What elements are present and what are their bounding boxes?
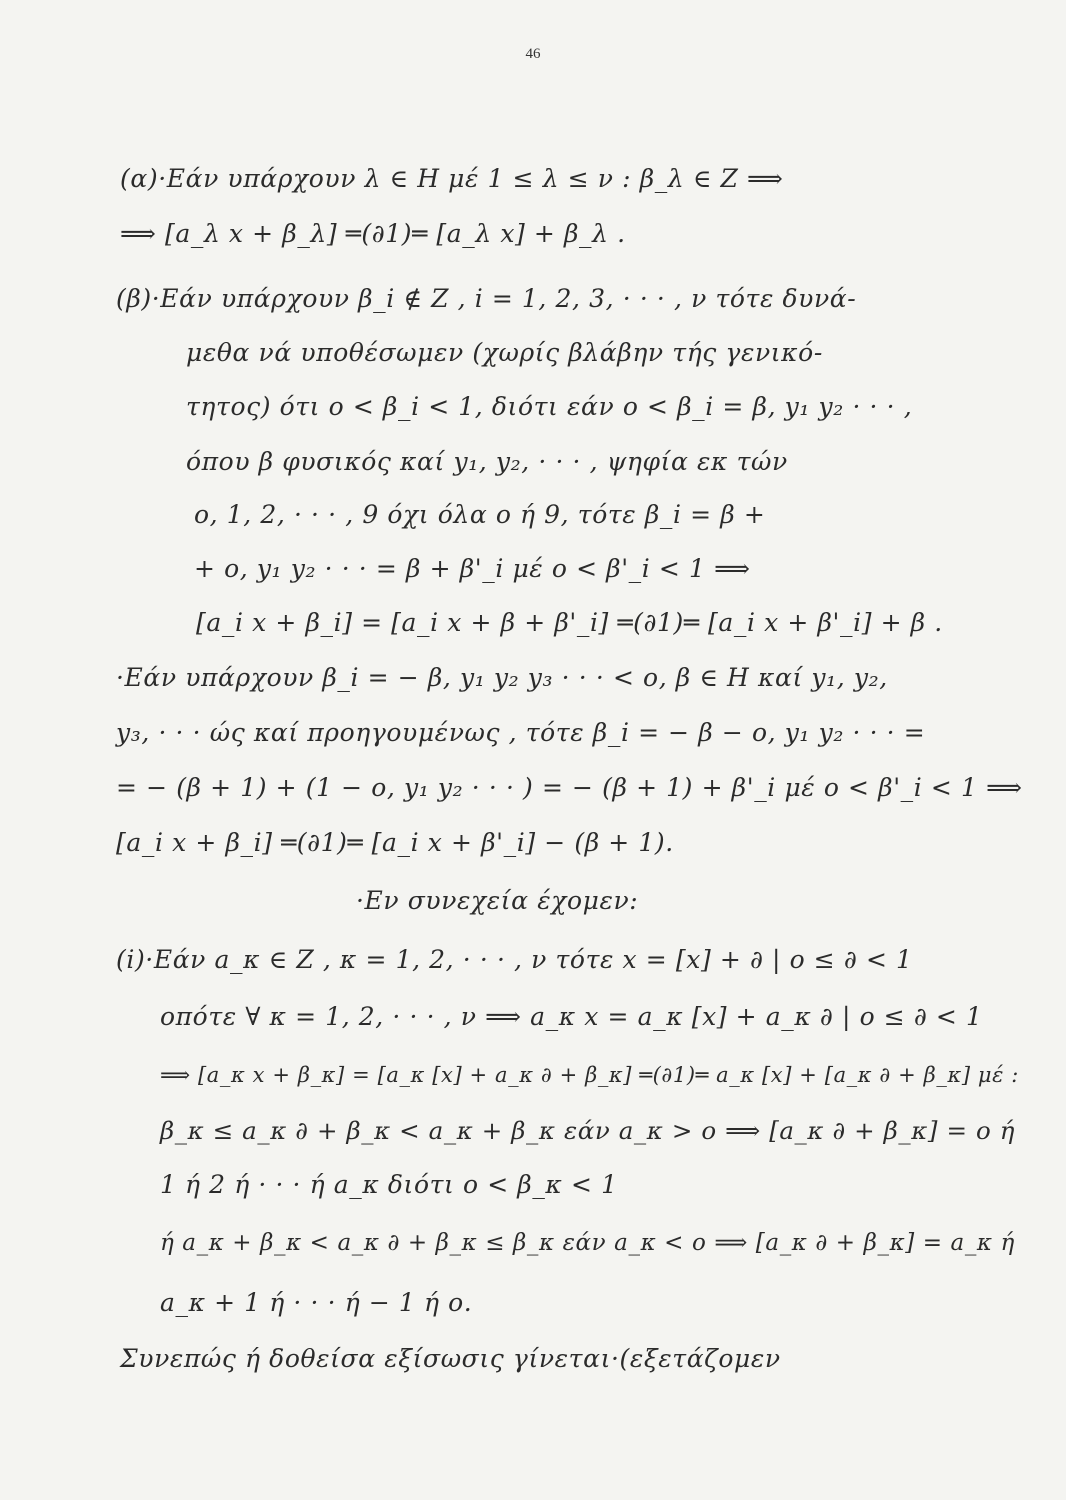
text-line: οπότε ∀ κ = 1, 2, · · · , ν ⟹ a_κ x = a_κ [x] + a_κ ∂ | ο ≤ ∂ < 1: [160, 1002, 983, 1031]
page-number: 46: [525, 46, 541, 62]
text-line: y₃, · · · ώς καί προηγουμένως , τότε β_i = − β − ο, y₁ y₂ · · · =: [116, 718, 926, 747]
text-line: + ο, y₁ y₂ · · · = β + β'_i μέ ο < β'_i < 1 ⟹: [194, 554, 751, 583]
text-line: ·Εν συνεχεία έχομεν:: [356, 886, 639, 915]
text-line: μεθα νά υποθέσωμεν (χωρίς βλάβην τής γενικό-: [186, 338, 823, 367]
text-line: ⟹ [a_κ x + β_κ] = [a_κ [x] + a_κ ∂ + β_κ] ═(∂1)═ a_κ [x] + [a_κ ∂ + β_κ] μέ :: [160, 1063, 1019, 1087]
text-line: (β)·Εάν υπάρχουν β_i ∉ Ζ , i = 1, 2, 3, · · · , ν τότε δυνά-: [116, 284, 857, 313]
text-line: Συνεπώς ή δοθείσα εξίσωσις γίνεται·(εξετάζομεν: [120, 1344, 781, 1373]
text-line: a_κ + 1 ή · · · ή − 1 ή ο.: [160, 1288, 473, 1317]
text-line: τητος) ότι ο < β_i < 1, διότι εάν ο < β_i = β, y₁ y₂ · · · ,: [186, 392, 913, 421]
text-line: 1 ή 2 ή · · · ή a_κ διότι ο < β_κ < 1: [160, 1170, 618, 1199]
text-line: (i)·Εάν a_κ ∈ Ζ , κ = 1, 2, · · · , ν τότε x = [x] + ∂ | ο ≤ ∂ < 1: [116, 945, 913, 974]
text-line: ή a_κ + β_κ < a_κ ∂ + β_κ ≤ β_κ εάν a_κ < ο ⟹ [a_κ ∂ + β_κ] = a_κ ή: [160, 1230, 1015, 1256]
text-line: ⟹ [a_λ x + β_λ] ═(∂1)═ [a_λ x] + β_λ .: [120, 219, 626, 248]
text-line: [a_i x + β_i] = [a_i x + β + β'_i] ═(∂1)═ [a_i x + β'_i] + β .: [196, 608, 943, 637]
text-line: ·Εάν υπάρχουν β_i = − β, y₁ y₂ y₃ · · · < ο, β ∈ Η καί y₁, y₂,: [116, 663, 888, 692]
text-line: (α)·Εάν υπάρχουν λ ∈ Η μέ 1 ≤ λ ≤ ν : β_λ ∈ Ζ ⟹: [120, 164, 784, 193]
text-line: β_κ ≤ a_κ ∂ + β_κ < a_κ + β_κ εάν a_κ > ο ⟹ [a_κ ∂ + β_κ] = ο ή: [160, 1116, 1015, 1145]
text-line: = − (β + 1) + (1 − ο, y₁ y₂ · · · ) = − (β + 1) + β'_i μέ ο < β'_i < 1 ⟹: [116, 773, 1023, 802]
text-line: [a_i x + β_i] ═(∂1)═ [a_i x + β'_i] − (β + 1).: [116, 828, 674, 857]
text-line: όπου β φυσικός καί y₁, y₂, · · · , ψηφία εκ τών: [186, 447, 788, 476]
text-line: ο, 1, 2, · · · , 9 όχι όλα ο ή 9, τότε β_i = β +: [194, 500, 766, 529]
